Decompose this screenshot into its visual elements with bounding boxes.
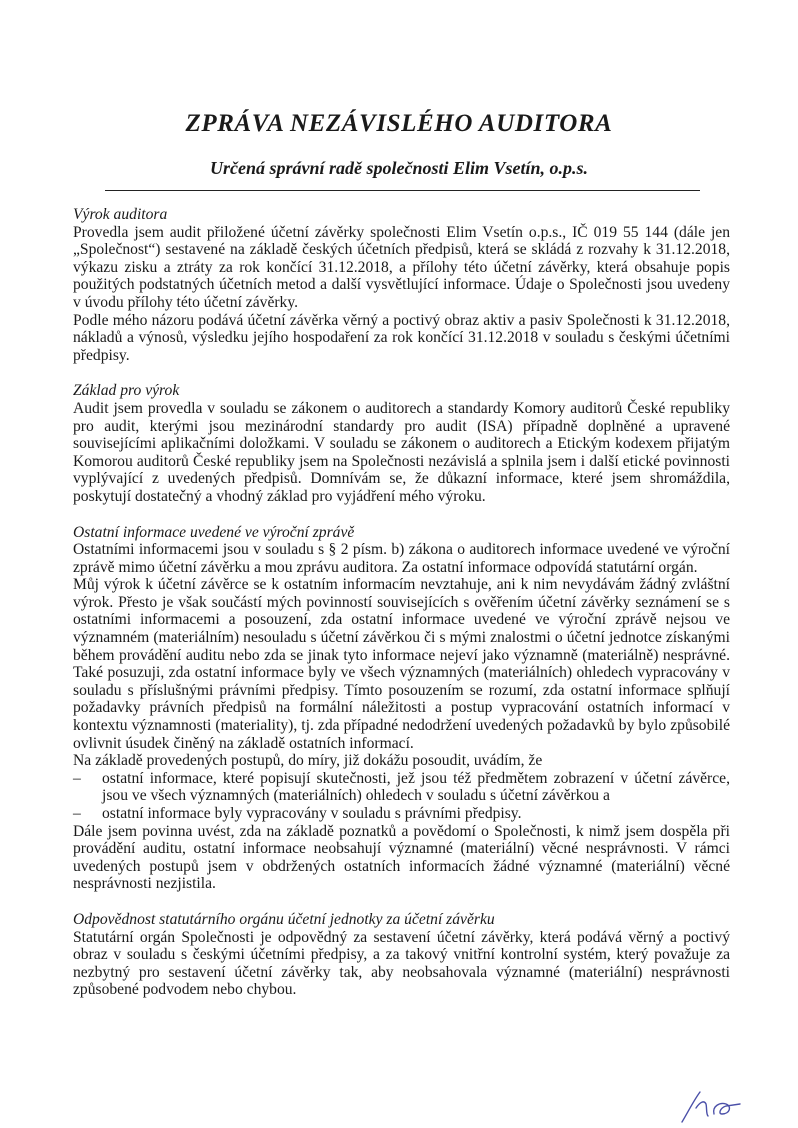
section-vyrok	[73, 206, 730, 364]
list-item	[73, 805, 730, 823]
section-zaklad	[73, 382, 730, 505]
findings-list	[73, 770, 730, 823]
initials-signature	[676, 1086, 746, 1126]
report-title: ZPRÁVA NEZÁVISLÉHO AUDITORA	[185, 110, 613, 137]
paragraph: Dále jsem povinna uvést, zda na základě poznatků a povědomí o Společnosti, k nimž jsem dospěla při provádění auditu, ostatní informace neobsahují významné (materiální) věcné nesprávnosti. V rámci uvedených postupů jsem v obdržených ostatních informacích žádné významné (materiální) věcné nesprávnosti nezjistila.	[73, 822, 730, 893]
report-body	[73, 206, 730, 999]
paragraph: Provedla jsem audit přiložené účetní závěrky společnosti Elim Vsetín o.p.s., IČ 019 55 144 (dále jen „Společnost“) sestavené na základě českých účetních předpisů, která se skládá z rozvahy k 31.12.2018, výkazu zisku a ztráty za rok končící 31.12.2018, a přílohy této účetní závěrky, která obsahuje popis použitých podstatných účetních metod a další vysvětlující informace. Údaje o Společnosti jsou uvedeny v úvodu přílohy této účetní závěrky.	[73, 223, 730, 311]
list-item-text: ostatní informace byly vypracovány v souladu s právními předpisy.	[102, 805, 522, 822]
list-item	[73, 770, 730, 805]
list-marker: –	[73, 769, 81, 787]
report-subtitle: Určená správní radě společnosti Elim Vsetín, o.p.s.	[209, 158, 589, 178]
section-heading: Odpovědnost statutárního orgánu účetní jednotky za účetní závěrku	[73, 910, 495, 928]
paragraph: Statutární orgán Společnosti je odpovědný za sestavení účetní závěrky, která podává věrný a poctivý obraz v souladu s českými účetními předpisy, a za takový vnitřní kontrolní systém, který považuje za nezbytný pro sestavení účetní závěrky tak, aby neobsahovala významné (materiální) nesprávnosti způsobené podvodem nebo chybou.	[73, 928, 730, 999]
section-heading: Ostatní informace uvedené ve výroční zprávě	[73, 523, 355, 541]
paragraph: Na základě provedených postupů, do míry, již dokážu posoudit, uvádím, že	[73, 752, 543, 770]
paragraph: Můj výrok k účetní závěrce se k ostatním informacím nevztahuje, ani k nim nevydávám žádný zvláštní výrok. Přesto je však součástí mých povinností souvisejících s ověřením účetní závěrky seznámení se s ostatními informacemi a posouzení, zda ostatní informace uvedené ve výroční zprávě nejsou ve významném (materiálním) nesouladu s účetní závěrkou či s mými znalostmi o účetní jednotce získanými během provádění auditu nebo zda se jinak tyto informace nejeví jako významně (materiálně) nesprávné. Také posuzuji, zda ostatní informace byly ve všech významných (materiálních) ohledech vypracovány v souladu s příslušnými právními předpisy. Tímto posouzením se rozumí, zda ostatní informace splňují požadavky právních předpisů na formální náležitosti a postup vypracování ostatních informací v kontextu významnosti (materiality), tj. zda případné nedodržení uvedených požadavků by bylo způsobilé ovlivnit úsudek činěný na základě ostatních informací.	[73, 576, 730, 752]
list-marker: –	[73, 805, 81, 822]
title-divider	[105, 190, 700, 191]
paragraph: Audit jsem provedla v souladu se zákonem o auditorech a standardy Komory auditorů České republiky pro audit, kterými jsou mezinárodní standardy pro audit (ISA) případně doplněné a upravené souvisejícími aplikačními doložkami. V souladu se zákonem o auditorech a Etickým kodexem přijatým Komorou auditorů České republiky jsem na Společnosti nezávislá a splnila jsem i další etické povinnosti vyplývající z uvedených předpisů. Domnívám se, že důkazní informace, které jsem shromáždila, poskytují dostatečný a vhodný základ pro vyjádření mého výroku.	[73, 399, 730, 505]
section-heading: Výrok auditora	[73, 206, 168, 223]
paragraph: Podle mého názoru podává účetní závěrka věrný a poctivý obraz aktiv a pasiv Společnosti k 31.12.2018, nákladů a výnosů, výsledku jejího hospodaření za rok končící 31.12.2018 v souladu s českými účetními předpisy.	[73, 311, 730, 364]
paragraph: Ostatními informacemi jsou v souladu s § 2 písm. b) zákona o auditorech informace uvedené ve výroční zprávě mimo účetní závěrku a mou zprávu auditora. Za ostatní informace odpovídá statutární orgán.	[73, 541, 730, 576]
section-ostatni	[73, 524, 730, 893]
section-heading: Základ pro výrok	[73, 382, 180, 400]
section-odpovednost	[73, 911, 730, 999]
list-item-text: ostatní informace, které popisují skutečnosti, jež jsou též předmětem zobrazení v účetní závěrce, jsou ve všech významných (materiálních) ohledech v souladu s účetní závěrkou a	[102, 769, 730, 805]
